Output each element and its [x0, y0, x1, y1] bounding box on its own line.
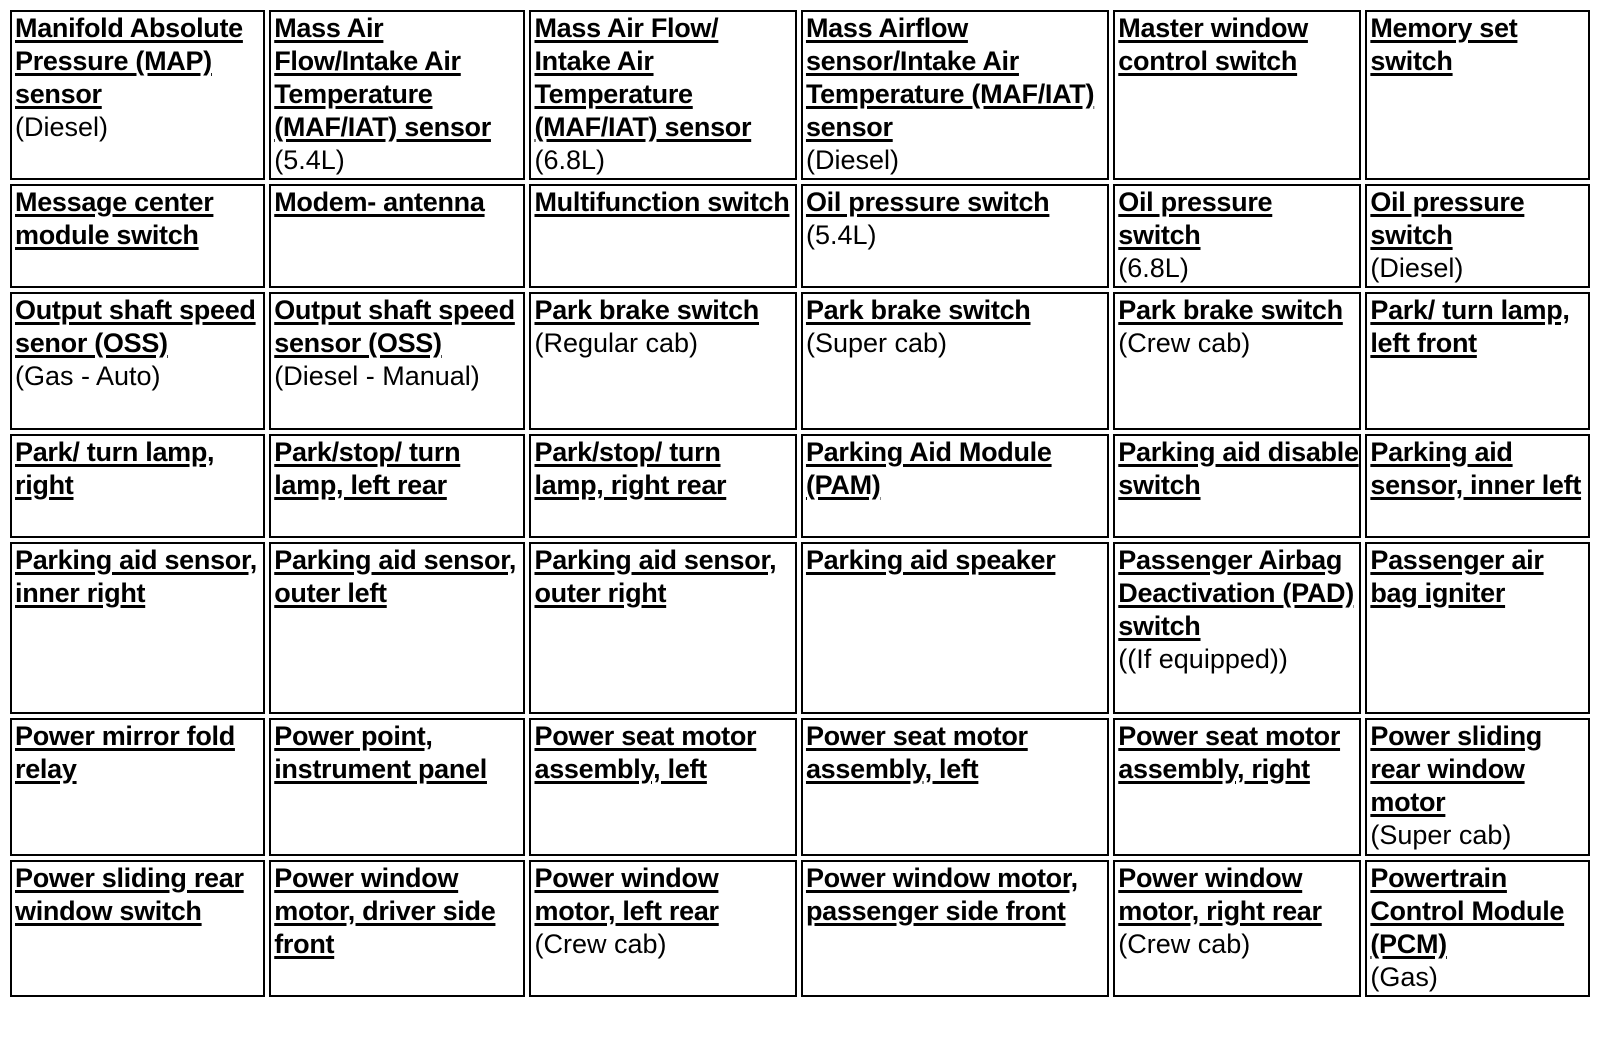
table-cell [10, 434, 265, 538]
table-cell [10, 860, 265, 997]
table-cell [269, 292, 525, 430]
component-link[interactable]: Parking aid sensor, inner right [15, 545, 257, 608]
component-variant-note: (Super cab) [805, 328, 948, 358]
table-cell [529, 542, 796, 714]
component-link[interactable]: Park brake switch [534, 295, 760, 325]
table-row [10, 292, 1590, 430]
table-cell [1113, 10, 1361, 180]
table-cell [1113, 542, 1361, 714]
table-cell [801, 542, 1109, 714]
component-variant-note: (Crew cab) [1118, 929, 1251, 959]
component-variant-note: (5.4L) [274, 145, 345, 175]
component-index-table [6, 6, 1594, 1001]
component-variant-note: (Diesel) [1370, 253, 1464, 283]
component-link[interactable]: Manifold Absolute Pressure (MAP) sensor [15, 13, 243, 109]
component-link[interactable]: Power window motor, left rear [534, 863, 719, 926]
component-link[interactable]: Power window motor, passenger side front [805, 863, 1078, 926]
table-cell [10, 184, 265, 288]
table-cell [1365, 434, 1590, 538]
table-cell [10, 292, 265, 430]
component-link[interactable]: Parking aid sensor, outer right [534, 545, 777, 608]
table-cell [1113, 184, 1361, 288]
table-cell [269, 10, 525, 180]
component-link[interactable]: Message center module switch [15, 187, 214, 250]
component-link[interactable]: Output shaft speed senor (OSS) [15, 295, 256, 358]
table-cell [801, 434, 1109, 538]
table-row [10, 184, 1590, 288]
table-cell [801, 184, 1109, 288]
table-cell [1113, 434, 1361, 538]
component-link[interactable]: Output shaft speed sensor (OSS) [274, 295, 515, 358]
table-cell [801, 860, 1109, 997]
table-cell [529, 434, 796, 538]
table-row [10, 542, 1590, 714]
component-link[interactable]: Memory set switch [1370, 13, 1518, 76]
table-cell [529, 10, 796, 180]
component-link[interactable]: Oil pressure switch [1370, 187, 1525, 250]
table-cell [1113, 718, 1361, 856]
table-cell [1365, 10, 1590, 180]
component-link[interactable]: Power seat motor assembly, left [534, 721, 757, 784]
table-row [10, 434, 1590, 538]
table-cell [269, 542, 525, 714]
component-variant-note: (Crew cab) [1118, 328, 1251, 358]
table-cell [269, 434, 525, 538]
table-row [10, 10, 1590, 180]
component-variant-note: (Super cab) [1370, 820, 1512, 850]
component-link[interactable]: Park/ turn lamp, right [15, 437, 215, 500]
table-cell [10, 718, 265, 856]
component-variant-note: (6.8L) [1118, 253, 1189, 283]
table-cell [1113, 292, 1361, 430]
table-cell [269, 184, 525, 288]
component-variant-note: (5.4L) [805, 220, 877, 250]
component-link[interactable]: Power sliding rear window motor [1370, 721, 1542, 817]
component-variant-note: (Regular cab) [534, 328, 699, 358]
component-link[interactable]: Power sliding rear window switch [15, 863, 244, 926]
table-cell [1365, 860, 1590, 997]
component-link[interactable]: Power seat motor assembly, left [805, 721, 1028, 784]
table-cell [529, 184, 796, 288]
component-link[interactable]: Parking aid disable switch [1118, 437, 1359, 500]
component-link[interactable]: Power window motor, driver side front [274, 863, 496, 959]
component-link[interactable]: Park/stop/ turn lamp, left rear [274, 437, 461, 500]
component-variant-note: (Diesel) [805, 145, 899, 175]
component-variant-note: (Crew cab) [534, 929, 667, 959]
component-variant-note: (Diesel) [15, 112, 109, 142]
component-link[interactable]: Mass Airflow sensor/Intake Air Temperature (MAF/IAT) sensor [805, 13, 1095, 142]
component-link[interactable]: Parking aid speaker [805, 545, 1056, 575]
component-link[interactable]: Parking aid sensor, inner left [1370, 437, 1582, 500]
component-link[interactable]: Oil pressure switch [1118, 187, 1273, 250]
component-link[interactable]: Park/ turn lamp, left front [1370, 295, 1570, 358]
component-link[interactable]: Power point, instrument panel [274, 721, 487, 784]
component-link[interactable]: Multifunction switch [534, 187, 790, 217]
component-link[interactable]: Powertrain Control Module (PCM) [1370, 863, 1565, 959]
table-cell [1113, 860, 1361, 997]
table-cell [801, 718, 1109, 856]
table-cell [269, 860, 525, 997]
component-variant-note: (6.8L) [534, 145, 606, 175]
table-cell [10, 542, 265, 714]
table-cell [801, 10, 1109, 180]
component-link[interactable]: Parking Aid Module (PAM) [805, 437, 1052, 500]
component-link[interactable]: Modem- antenna [274, 187, 485, 217]
table-row [10, 860, 1590, 997]
table-cell [1365, 718, 1590, 856]
component-variant-note: (Gas) [1370, 962, 1438, 992]
table-row [10, 718, 1590, 856]
component-link[interactable]: Mass Air Flow/Intake Air Temperature (MAF/IAT) sensor [274, 13, 491, 142]
component-variant-note: (Diesel - Manual) [274, 361, 480, 391]
component-link[interactable]: Mass Air Flow/ Intake Air Temperature (MAF/IAT) sensor [534, 13, 752, 142]
component-link[interactable]: Oil pressure switch [805, 187, 1050, 217]
table-cell [1365, 292, 1590, 430]
component-link[interactable]: Power mirror fold relay [15, 721, 235, 784]
table-cell [269, 718, 525, 856]
component-link[interactable]: Park brake switch [1118, 295, 1343, 325]
component-link[interactable]: Park/stop/ turn lamp, right rear [534, 437, 727, 500]
component-link[interactable]: Power seat motor assembly, right [1118, 721, 1341, 784]
component-link[interactable]: Passenger Airbag Deactivation (PAD) switch [1118, 545, 1354, 641]
component-link[interactable]: Master window control switch [1118, 13, 1308, 76]
table-cell [1365, 542, 1590, 714]
component-link[interactable]: Park brake switch [805, 295, 1031, 325]
table-cell [1365, 184, 1590, 288]
table-cell [10, 10, 265, 180]
component-variant-note: ((If equipped)) [1118, 644, 1288, 674]
table-cell [801, 292, 1109, 430]
table-cell [529, 860, 796, 997]
table-cell [529, 292, 796, 430]
component-link[interactable]: Power window motor, right rear [1118, 863, 1322, 926]
component-link[interactable]: Passenger air bag igniter [1370, 545, 1544, 608]
component-variant-note: (Gas - Auto) [15, 361, 161, 391]
table-cell [529, 718, 796, 856]
component-link[interactable]: Parking aid sensor, outer left [274, 545, 517, 608]
